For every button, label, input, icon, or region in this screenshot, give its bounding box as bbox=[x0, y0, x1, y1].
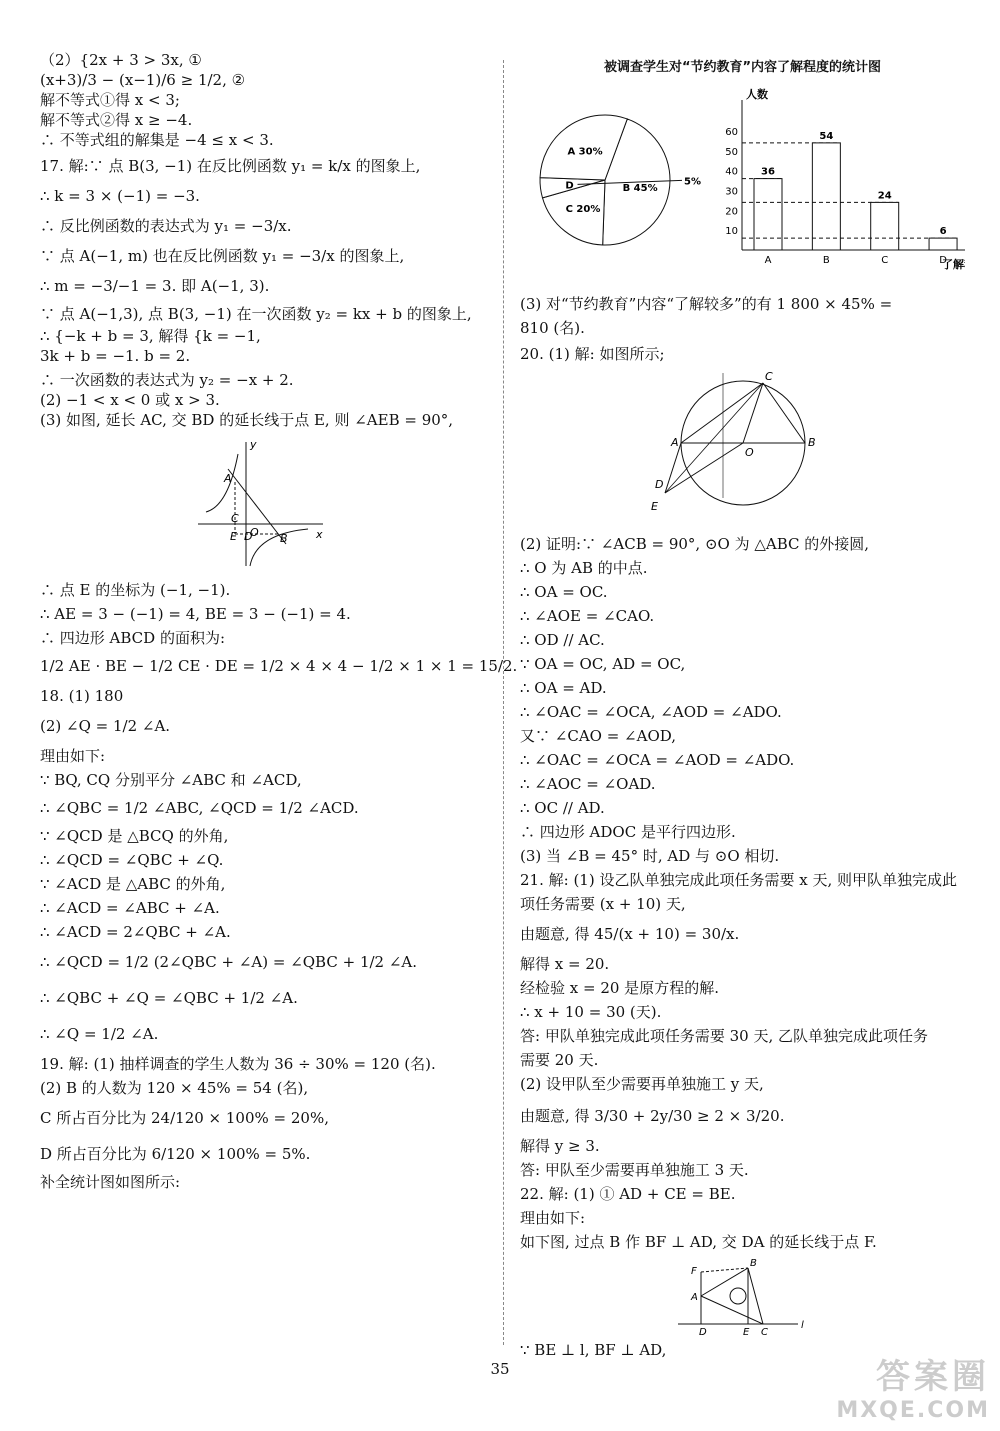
figure-label: O bbox=[249, 526, 259, 539]
text-line: 解不等式①得 x < 3; bbox=[40, 91, 180, 109]
text-line: ∴ 点 E 的坐标为 (−1, −1). bbox=[40, 581, 231, 599]
text-line: ∴ OA = AD. bbox=[520, 679, 607, 697]
text-line: ∴ ∠OAC = ∠OCA = ∠AOD = ∠ADO. bbox=[520, 751, 795, 769]
figure-label: B bbox=[807, 436, 816, 449]
text-line: ∴ ∠QCD = 1/2 (2∠QBC + ∠A) = ∠QBC + 1/2 ∠A. bbox=[40, 953, 418, 971]
chart-title: 被调查学生对“节约教育”内容了解程度的统计图 bbox=[603, 60, 882, 75]
figure-label: l bbox=[800, 1320, 804, 1331]
y-tick-label: 10 bbox=[725, 226, 738, 238]
text-line: ∴ ∠AOC = ∠OAD. bbox=[520, 775, 656, 793]
bar-value-label: 6 bbox=[939, 226, 947, 238]
text-line: (3) 如图, 延长 AC, 交 BD 的延长线于点 E, 则 ∠AEB = 90°, bbox=[40, 411, 454, 429]
text-line: ∴ {−k + b = 3, 解得 {k = −1, bbox=[40, 327, 261, 345]
text-line: D 所占百分比为 6/120 × 100% = 5%. bbox=[40, 1145, 311, 1163]
y-tick-label: 20 bbox=[725, 206, 738, 218]
bar-value-label: 36 bbox=[761, 166, 775, 178]
page-number: 35 bbox=[490, 1360, 510, 1378]
x-tick-label: C bbox=[881, 255, 889, 266]
y-tick-label: 40 bbox=[725, 166, 738, 178]
figure-label: y bbox=[249, 438, 257, 451]
text-line: (2) B 的人数为 120 × 45% = 54 (名), bbox=[40, 1079, 309, 1097]
text-line: 19. 解: (1) 抽样调查的学生人数为 36 ÷ 30% = 120 (名). bbox=[40, 1055, 436, 1073]
text-line: 经检验 x = 20 是原方程的解. bbox=[520, 979, 719, 997]
text-line: 22. 解: (1) ① AD + CE = BE. bbox=[520, 1185, 736, 1203]
bar-value-label: 24 bbox=[877, 190, 892, 202]
bar bbox=[871, 202, 899, 250]
text-line: 解不等式②得 x ≥ −4. bbox=[40, 111, 193, 129]
text-line: ∴ ∠QBC = 1/2 ∠ABC, ∠QCD = 1/2 ∠ACD. bbox=[40, 799, 359, 817]
figure-label: E bbox=[229, 530, 237, 543]
text-line: ∵ ∠ACD 是 △ABC 的外角, bbox=[40, 875, 226, 893]
text-line: 如下图, 过点 B 作 BF ⊥ AD, 交 DA 的延长线于点 F. bbox=[520, 1233, 877, 1251]
text-line: ∴ ∠OAC = ∠OCA, ∠AOD = ∠ADO. bbox=[520, 703, 782, 721]
figure-label: B bbox=[749, 1258, 757, 1269]
text-line: 需要 20 天. bbox=[520, 1051, 599, 1069]
y-tick-label: 30 bbox=[725, 186, 738, 198]
text-line: 解得 x = 20. bbox=[520, 955, 610, 973]
text-line: 答: 甲队单独完成此项任务需要 30 天, 乙队单独完成此项任务 bbox=[520, 1027, 928, 1045]
text-line: (3) 对“节约教育”内容“了解较多”的有 1 800 × 45% = bbox=[520, 295, 893, 313]
x-axis-label: 了解 bbox=[942, 258, 964, 271]
right-column bbox=[520, 50, 965, 1360]
text-line: 答: 甲队至少需要再单独施工 3 天. bbox=[520, 1161, 749, 1179]
text-line: 理由如下: bbox=[520, 1209, 586, 1227]
text-line: 17. 解:∵ 点 B(3, −1) 在反比例函数 y₁ = k/x 的图象上, bbox=[40, 157, 421, 175]
text-line: （2）{2x + 3 > 3x, ① bbox=[40, 51, 202, 69]
figure-label: A bbox=[223, 472, 232, 485]
figure-label: D bbox=[654, 478, 663, 491]
circle-construction-figure bbox=[643, 368, 843, 528]
pie-label: B 45% bbox=[622, 182, 658, 194]
text-line: ∴ x + 10 = 30 (天). bbox=[520, 1003, 662, 1021]
figure-label: A bbox=[670, 436, 679, 449]
text-line: 项任务需要 (x + 10) 天, bbox=[520, 895, 686, 913]
text-line: (x+3)/3 − (x−1)/6 ≥ 1/2, ② bbox=[40, 71, 246, 89]
text-line: 又∵ ∠CAO = ∠AOD, bbox=[520, 727, 677, 745]
text-line: 由题意, 得 45/(x + 10) = 30/x. bbox=[520, 925, 740, 943]
text-line: ∴ OD // AC. bbox=[520, 631, 605, 649]
figure-label: O bbox=[744, 446, 754, 459]
text-line: ∵ 点 A(−1,3), 点 B(3, −1) 在一次函数 y₂ = kx + b 的图象上, bbox=[40, 305, 472, 323]
text-line: 21. 解: (1) 设乙队单独完成此项任务需要 x 天, 则甲队单独完成此 bbox=[520, 871, 957, 889]
text-line: ∴ m = −3/−1 = 3. 即 A(−1, 3). bbox=[40, 277, 270, 295]
text-line: ∴ OC // AD. bbox=[520, 799, 605, 817]
text-line: 18. (1) 180 bbox=[40, 687, 124, 705]
text-line: 理由如下: bbox=[40, 747, 106, 765]
text-line: ∴ OA = OC. bbox=[520, 583, 608, 601]
triangle-figure bbox=[673, 1256, 813, 1336]
text-line: ∵ ∠QCD 是 △BCQ 的外角, bbox=[40, 827, 229, 845]
text-line: (2) ∠Q = 1/2 ∠A. bbox=[40, 717, 171, 735]
text-line: ∴ O 为 AB 的中点. bbox=[520, 559, 648, 577]
pie-label: A 30% bbox=[567, 146, 603, 158]
text-line: ∵ BE ⊥ l, BF ⊥ AD, bbox=[520, 1341, 667, 1359]
text-line: 补全统计图如图所示: bbox=[40, 1173, 181, 1191]
bar bbox=[929, 238, 957, 250]
left-column bbox=[40, 50, 518, 1192]
text-line: ∴ AE = 3 − (−1) = 4, BE = 3 − (−1) = 4. bbox=[40, 605, 351, 623]
text-line: ∴ 四边形 ABCD 的面积为: bbox=[40, 629, 225, 647]
text-line: ∴ 四边形 ADOC 是平行四边形. bbox=[520, 823, 736, 841]
figure-label: F bbox=[690, 1266, 697, 1277]
text-line: ∴ ∠ACD = ∠ABC + ∠A. bbox=[40, 899, 220, 917]
text-line: ∴ k = 3 × (−1) = −3. bbox=[40, 187, 200, 205]
text-line: ∴ 一次函数的表达式为 y₂ = −x + 2. bbox=[40, 371, 294, 389]
figure-label: C bbox=[764, 370, 773, 383]
bar-value-label: 54 bbox=[819, 130, 834, 142]
watermark-line1: 答案圈 bbox=[876, 1357, 990, 1397]
function-graph-figure bbox=[188, 434, 338, 574]
text-line: ∴ 反比例函数的表达式为 y₁ = −3/x. bbox=[40, 217, 292, 235]
pie-label: C 20% bbox=[565, 204, 601, 216]
x-tick-label: B bbox=[822, 255, 830, 266]
text-line: ∴ ∠AOE = ∠CAO. bbox=[520, 607, 655, 625]
statistics-chart bbox=[520, 75, 965, 290]
text-line: C 所占百分比为 24/120 × 100% = 20%, bbox=[40, 1109, 329, 1127]
text-line: 3k + b = −1. b = 2. bbox=[40, 347, 191, 365]
x-tick-label: D bbox=[939, 255, 947, 266]
text-line: 20. (1) 解: 如图所示; bbox=[520, 345, 665, 363]
text-line: ∴ ∠Q = 1/2 ∠A. bbox=[40, 1025, 159, 1043]
text-line: 1/2 AE · BE − 1/2 CE · DE = 1/2 × 4 × 4 − 1/2 × 1 × 1 = 15/2. bbox=[40, 657, 518, 675]
figure-label: D bbox=[243, 530, 252, 543]
figure-label: A bbox=[690, 1292, 698, 1303]
bar bbox=[754, 179, 782, 250]
text-line: ∴ ∠ACD = 2∠QBC + ∠A. bbox=[40, 923, 231, 941]
text-line: ∵ 点 A(−1, m) 也在反比例函数 y₁ = −3/x 的图象上, bbox=[40, 247, 405, 265]
watermark-line2: MXQE.COM bbox=[836, 1398, 990, 1423]
text-line: ∵ OA = OC, AD = OC, bbox=[520, 655, 686, 673]
text-line: ∵ BQ, CQ 分别平分 ∠ABC 和 ∠ACD, bbox=[40, 771, 302, 789]
pie-pct-label: 5% bbox=[684, 176, 701, 188]
y-axis-label: 人数 bbox=[746, 88, 768, 101]
figure-label: B bbox=[279, 532, 288, 545]
figure-label: x bbox=[315, 528, 323, 541]
text-line: (2) −1 < x < 0 或 x > 3. bbox=[40, 391, 220, 409]
text-line: ∴ ∠QBC + ∠Q = ∠QBC + 1/2 ∠A. bbox=[40, 989, 298, 1007]
figure-label: E bbox=[650, 500, 658, 513]
watermark-logo bbox=[836, 1349, 990, 1423]
figure-label: C bbox=[230, 512, 239, 525]
pie-label: D bbox=[565, 180, 574, 192]
text-line: ∴ 不等式组的解集是 −4 ≤ x < 3. bbox=[40, 131, 274, 149]
figure-label: E bbox=[742, 1327, 749, 1336]
text-line: 由题意, 得 3/30 + 2y/30 ≥ 2 × 3/20. bbox=[520, 1107, 785, 1125]
column-divider bbox=[503, 60, 504, 1345]
text-line: 810 (名). bbox=[520, 319, 585, 337]
x-tick-label: A bbox=[764, 255, 772, 266]
text-line: (3) 当 ∠B = 45° 时, AD 与 ⊙O 相切. bbox=[520, 847, 780, 865]
text-line: (2) 证明:∵ ∠ACB = 90°, ⊙O 为 △ABC 的外接圆, bbox=[520, 535, 870, 553]
figure-label: C bbox=[760, 1327, 768, 1336]
figure-label: D bbox=[698, 1327, 707, 1336]
text-line: 解得 y ≥ 3. bbox=[520, 1137, 600, 1155]
text-line: (2) 设甲队至少需要再单独施工 y 天, bbox=[520, 1075, 764, 1093]
y-tick-label: 50 bbox=[725, 146, 738, 158]
text-line: ∴ ∠QCD = ∠QBC + ∠Q. bbox=[40, 851, 224, 869]
y-tick-label: 60 bbox=[725, 127, 738, 138]
bar bbox=[812, 143, 840, 250]
